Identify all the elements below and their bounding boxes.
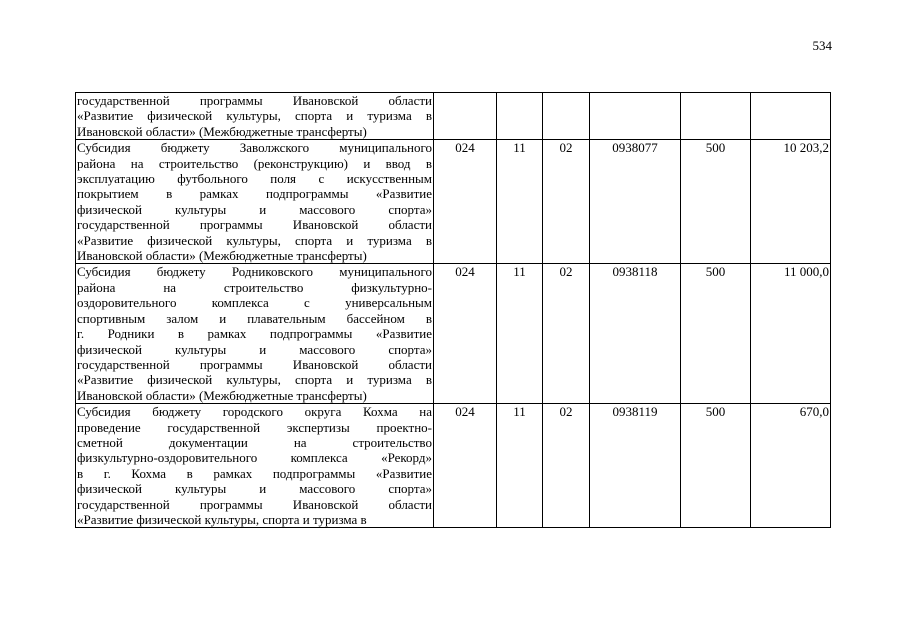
- description-line: в г. Кохма в рамках подпрограммы «Развитие: [77, 465, 432, 481]
- description-line: «Развитие физической культуры, спорта и туризма в: [77, 232, 432, 248]
- page-number: 534: [812, 38, 832, 53]
- subsection-code-cell: 02: [543, 140, 590, 264]
- subsection-code-cell: 02: [543, 404, 590, 528]
- table-row: [76, 93, 831, 140]
- section-code-cell: 11: [497, 140, 543, 264]
- description-line: Субсидия бюджету Заволжского муниципального: [77, 140, 432, 156]
- target-article-cell: 0938077: [590, 140, 681, 264]
- description-line: физкультурно-оздоровительного комплекса «Рекорд»: [77, 450, 432, 466]
- description-line: Субсидия бюджету городского округа Кохма на: [77, 404, 432, 420]
- ministry-code-cell: [434, 93, 497, 140]
- target-article-cell: [590, 93, 681, 140]
- expense-description-cell: [76, 93, 434, 140]
- description-line: «Развитие физической культуры, спорта и туризма в: [77, 108, 432, 124]
- expense-type-cell: 500: [681, 404, 751, 528]
- target-article-cell: 0938119: [590, 404, 681, 528]
- table-row: [76, 404, 831, 528]
- description-line: Ивановской области» (Межбюджетные трансферты): [77, 387, 367, 403]
- expense-type-cell: 500: [681, 264, 751, 404]
- description-line: спортивным залом и плавательным бассейном в: [77, 310, 432, 326]
- section-code-cell: 11: [497, 264, 543, 404]
- description-line: Субсидия бюджету Родниковского муниципального: [77, 264, 432, 280]
- description-line: «Развитие физической культуры, спорта и туризма в: [77, 511, 367, 527]
- ministry-code-cell: 024: [434, 264, 497, 404]
- description-line: государственной программы Ивановской области: [77, 93, 432, 108]
- ministry-code-cell: 024: [434, 140, 497, 264]
- section-code-cell: [497, 93, 543, 140]
- description-line: государственной программы Ивановской области: [77, 496, 432, 512]
- description-line: сметной документации на строительство: [77, 434, 432, 450]
- description-line: государственной программы Ивановской области: [77, 217, 432, 233]
- expense-description-cell: [76, 140, 434, 264]
- description-line: проведение государственной экспертизы проектно-: [77, 419, 432, 435]
- description-line: физической культуры и массового спорта»: [77, 481, 432, 497]
- description-line: эксплуатацию футбольного поля с искусственным: [77, 171, 432, 187]
- amount-cell: 670,0: [751, 404, 831, 528]
- table-row: [76, 264, 831, 404]
- description-line: физической культуры и массового спорта»: [77, 201, 432, 217]
- description-line: района на строительство физкультурно-: [77, 279, 432, 295]
- table-row: [76, 140, 831, 264]
- expense-description-cell: [76, 404, 434, 528]
- expense-description-cell: [76, 264, 434, 404]
- amount-cell: 11 000,0: [751, 264, 831, 404]
- section-code-cell: 11: [497, 404, 543, 528]
- amount-cell: 10 203,2: [751, 140, 831, 264]
- ministry-code-cell: 024: [434, 404, 497, 528]
- description-line: Ивановской области» (Межбюджетные трансферты): [77, 248, 367, 264]
- subsection-code-cell: [543, 93, 590, 140]
- description-line: «Развитие физической культуры, спорта и туризма в: [77, 372, 432, 388]
- subsection-code-cell: 02: [543, 264, 590, 404]
- expense-type-cell: 500: [681, 140, 751, 264]
- description-line: государственной программы Ивановской области: [77, 356, 432, 372]
- description-line: г. Родники в рамках подпрограммы «Развитие: [77, 326, 432, 342]
- target-article-cell: 0938118: [590, 264, 681, 404]
- budget-table: [75, 92, 831, 528]
- description-line: района на строительство (реконструкцию) и ввод в: [77, 155, 432, 171]
- description-line: Ивановской области» (Межбюджетные трансферты): [77, 123, 367, 139]
- description-line: физической культуры и массового спорта»: [77, 341, 432, 357]
- description-line: оздоровительного комплекса с универсальным: [77, 295, 432, 311]
- expense-type-cell: [681, 93, 751, 140]
- amount-cell: [751, 93, 831, 140]
- description-line: покрытием в рамках подпрограммы «Развитие: [77, 186, 432, 202]
